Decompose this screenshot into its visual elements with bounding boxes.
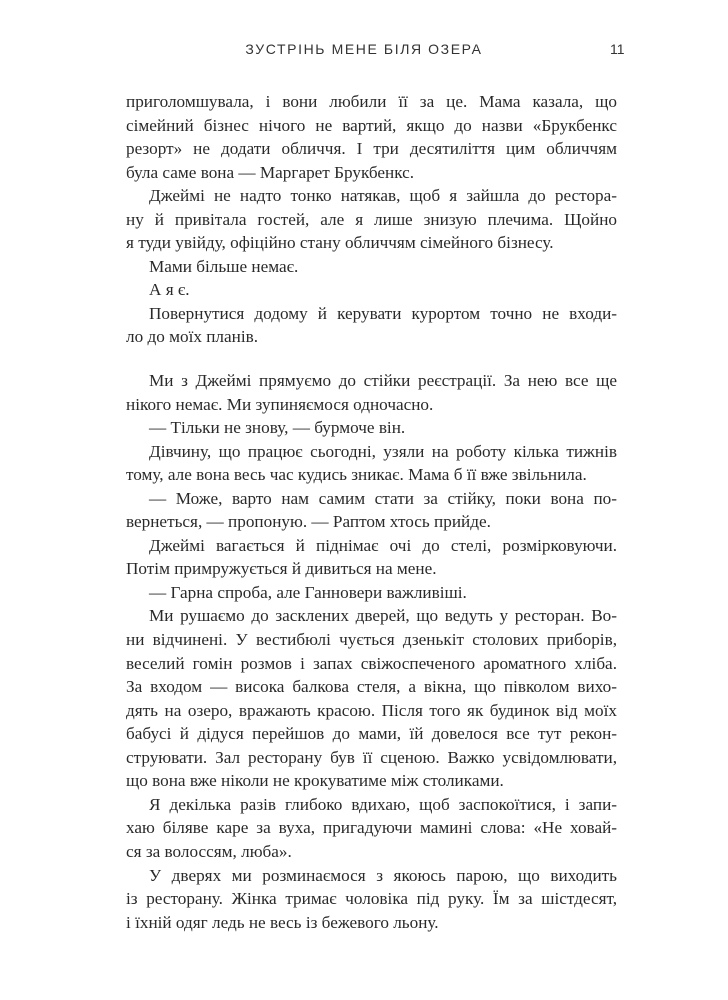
text-line: я туди увійду, офіційно стану обличчям сімейного бізнесу. [126,233,554,253]
running-title: ЗУСТРІНЬ МЕНЕ БІЛЯ ОЗЕРА [245,41,483,57]
text-line: приголомшувала, і вони любили її за це. Мама казала, що [126,92,617,111]
paragraph [126,534,617,581]
text-line: резорт» не додати обличчя. І три десятиліття цим обличчям [126,139,617,159]
text-line: вернеться, — пропоную. — Раптом хтось прийде. [126,512,491,532]
paragraph [126,793,617,864]
text-line: ну й привітала гостей, але я лише знизую плечима. Щойно [126,209,617,229]
paragraph [126,90,617,184]
text-line: Джеймі вагається й піднімає очі до стелі, розмірковуючи. [149,535,617,555]
text-line: дять на озеро, вражають красою. Після того як будинок від моїх [126,700,617,720]
page-number: 11 [610,41,625,57]
text-line: Джеймі не надто тонко натякав, щоб я зайшла до ресторa- [149,186,617,206]
text-line: була саме вона — Маргарет Брукбенкс. [126,162,415,182]
text-line: бабусі й дідуся перейшов до мами, їй довелося все тут рекон- [126,724,617,744]
text-line: що вона вже ніколи не крокуватиме між столиками. [126,771,504,791]
text-line: струювати. Зал ресторану був її сценою. Важко усвідомлювати, [126,747,617,767]
paragraph [126,278,617,302]
section-break [126,349,617,369]
body-text [126,90,617,934]
text-line: нікого немає. Ми зупиняємося одночасно. [126,394,434,414]
text-line: — Гарна спроба, але Ганновери важливіші. [149,582,467,602]
text-line: Ми рушаємо до засклених дверей, що ведуть у ресторан. Во- [149,606,617,626]
paragraph [126,416,617,440]
paragraph [126,864,617,935]
paragraph [126,184,617,255]
text-line: Ми з Джеймі прямуємо до стійки реєстрації. За нею все ще [149,371,617,391]
text-line: А я є. [149,280,190,300]
text-line: ни відчинені. У вестибюлі чується дзенькіт столових приборів, [126,630,617,650]
text-line: сімейний бізнес нічого не вартий, якщо до назви «Брукбенкс [126,115,617,135]
text-line: Потім примружується й дивиться на мене. [126,559,437,579]
text-line: веселий гомін розмов і запах свіжоспеченого ароматного хліба. [126,653,617,673]
text-line: і їхній одяг ледь не весь із бежевого льону. [126,912,439,932]
text-line: — Може, варто нам самим стати за стійку, поки вона по- [149,488,617,508]
paragraph [126,581,617,605]
text-line: ло до моїх планів. [126,327,259,347]
text-line: ся за волоссям, люба». [126,841,292,861]
paragraph [126,604,617,792]
paragraph [126,487,617,534]
text-line: хаю біляве каре за вуха, пригадуючи мамині слова: «Не ховай- [126,818,617,838]
paragraph [126,440,617,487]
paragraph [126,302,617,349]
paragraph [126,369,617,416]
text-line: тому, але вона весь час кудись зникає. Мама б її вже звільнила. [126,465,587,485]
text-line: Мами більше немає. [149,256,299,276]
text-line: Дівчину, що працює сьогодні, узяли на роботу кілька тижнів [149,441,617,461]
paragraph [126,255,617,279]
text-line: — Тільки не знову, — бурмоче він. [149,418,406,438]
text-line: За входом — висока балкова стеля, а вікна, що півколом вихо- [126,677,617,697]
text-line: У дверях ми розминаємося з якоюсь парою, що виходить [149,865,617,885]
text-line: Я декілька разів глибоко вдихаю, щоб заспокоїтися, і запи- [149,794,617,814]
text-line: Повернутися додому й керувати курортом точно не входи- [149,303,617,323]
text-line: із ресторану. Жінка тримає чоловіка під руку. Їм за шістдесят, [126,889,617,909]
